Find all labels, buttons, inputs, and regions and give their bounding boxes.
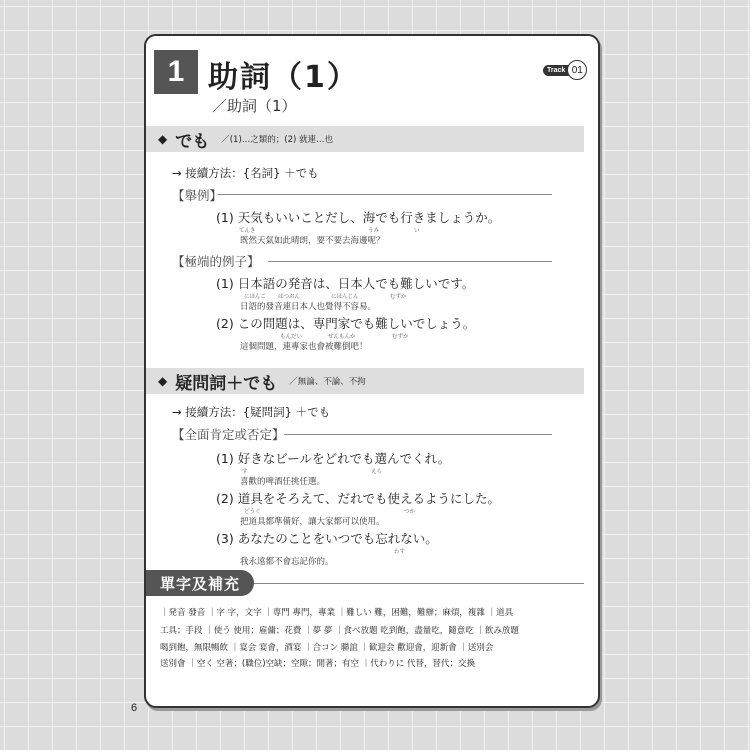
track-badge[interactable]	[543, 60, 587, 80]
furigana: わす	[394, 549, 406, 555]
topic-meaning: ／無論、不論、不拘	[289, 377, 366, 387]
topic-bar-interrogative-demo	[146, 368, 584, 394]
example-sentence: (2) 道具をそろえて、だれでも使えるようにした。 どうぐ つか 把道具都準備好，讓大家都可以使用。	[216, 491, 500, 527]
example-jp: 天気もいいことだし、海でも行きましょうか。	[237, 210, 501, 225]
example-sentence: (1) 日本語の発音は、日本人でも難しいです。 にほんご はつおん にほんじん むずか 日語的發音連日本人也覺得不容易。	[216, 276, 475, 312]
chapter-number: 1	[154, 50, 198, 94]
vocab-row: 喝到飽，無限暢飲 ｜宴会 宴會，酒宴 ｜合コン 聯誼 ｜歓迎会 歡迎會，迎新會 ｜送別会	[160, 643, 494, 653]
example-number: (1)	[216, 210, 234, 225]
example-zh: 把道具都準備好，讓大家都可以使用。	[240, 517, 385, 527]
section-divider	[268, 261, 552, 262]
section-label: 【全面肯定或否定】	[172, 427, 285, 442]
vocab-title: 單字及補充	[146, 570, 254, 596]
example-zh: 喜歡的啤酒任挑任選。	[240, 477, 326, 487]
furigana: もんだい せんもんか むずか	[280, 334, 409, 340]
furigana: てんき うみ い	[239, 228, 420, 234]
example-jp: 日本語の発音は、日本人でも難しいです。	[237, 276, 475, 291]
example-sentence: (2) この問題は、専門家でも難しいでしょう。 もんだい せんもんか むずか 這個問題，連專家也會被難倒吧！	[216, 316, 476, 352]
example-jp: あなたのことをいつでも忘れない。	[237, 531, 438, 546]
section-divider	[218, 194, 552, 195]
topic-title: でも	[175, 131, 210, 152]
example-zh: 這個問題，連專家也會被難倒吧！	[240, 342, 368, 352]
vocab-row: 工具；手段 ｜使う 使用；雇傭；花費 ｜夢 夢 ｜食べ放題 吃到飽，盡量吃，隨意吃 ｜飲み放題	[160, 626, 519, 636]
topic-bar-demo	[146, 126, 584, 152]
chapter-subtitle: ／助詞（1）	[212, 97, 297, 115]
topic-title: 疑問詞＋でも	[175, 373, 278, 394]
connection-method: → 接續方法：{名詞} ＋でも	[172, 166, 319, 180]
vocab-row: ｜発音 發音 ｜字 字，文字 ｜専門 專門，專業 ｜難しい 難，困難，難辦；麻煩，複雜 ｜道具	[160, 608, 514, 618]
page-number: 6	[131, 702, 138, 714]
topic-meaning: ／(1)…之類的；(2) 就連…也	[221, 135, 334, 145]
example-jp: 道具をそろえて、だれでも使えるようにした。	[237, 491, 500, 506]
track-number: 01	[567, 60, 587, 80]
track-label: Track	[543, 65, 569, 76]
chapter-title: 助詞（1）	[208, 60, 359, 95]
example-sentence	[216, 208, 500, 246]
section-label: 【極端的例子】	[172, 254, 260, 269]
example-jp: この問題は、専門家でも難しいでしょう。	[237, 316, 476, 331]
example-sentence: (3) あなたのことをいつでも忘れない。 わす 我永遠都不會忘記你的。	[216, 531, 438, 567]
vocab-divider	[254, 583, 584, 584]
vocab-row: 送別會 ｜空く 空著；(職位)空缺；空隙；閒著；有空 ｜代わりに 代替，替代；交換	[160, 659, 475, 669]
furigana: にほんご はつおん にほんじん むずか	[244, 294, 407, 300]
example-jp: 好きなビールをどれでも選んでくれ。	[237, 451, 451, 466]
diamond-icon: ◆	[158, 132, 168, 146]
example-sentence: (1) 好きなビールをどれでも選んでくれ。 す えら 喜歡的啤酒任挑任選。	[216, 451, 451, 487]
furigana: す えら	[242, 469, 383, 475]
section-divider	[284, 434, 552, 435]
section-label: 【舉例】	[172, 188, 223, 203]
furigana: どうぐ つか	[244, 509, 416, 515]
example-zh: 日語的發音連日本人也覺得不容易。	[240, 302, 377, 312]
example-zh: 既然天氣如此晴朗，要不要去海邊呢？	[240, 236, 385, 246]
example-zh: 我永遠都不會忘記你的。	[240, 557, 334, 567]
diamond-icon: ◆	[158, 374, 168, 388]
connection-method: → 接續方法：{疑問詞} ＋でも	[172, 405, 331, 419]
